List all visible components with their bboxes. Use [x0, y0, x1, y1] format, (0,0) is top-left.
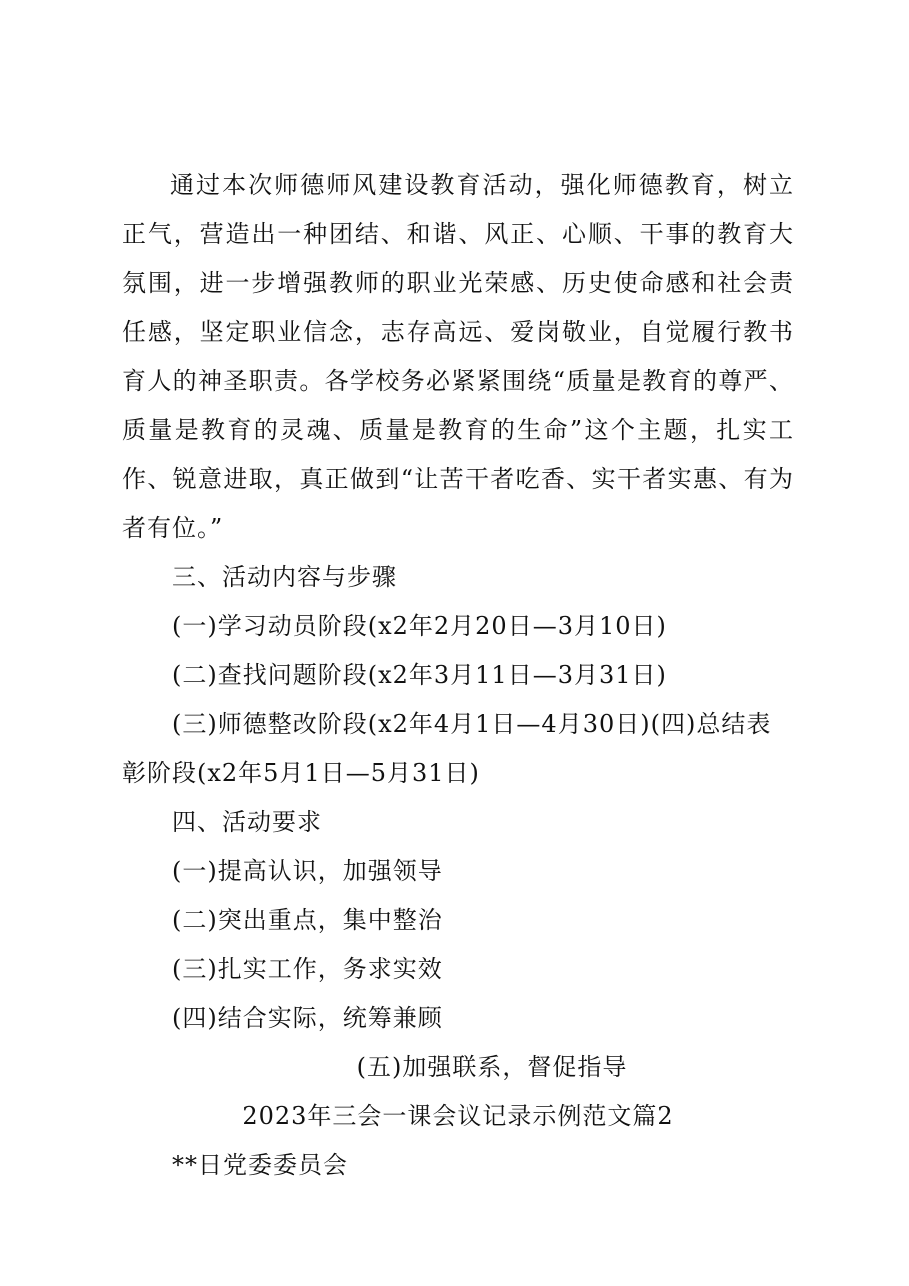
article-title: 2023年三会一课会议记录示例范文篇2 — [242, 1102, 674, 1130]
stage-item-2: (二)查找问题阶段(x2年3月11日—3月31日) — [172, 661, 667, 689]
requirement-item-5: (五)加强联系，督促指导 — [356, 1053, 628, 1081]
document-body — [122, 161, 794, 1190]
stage-item-3-4: (三)师德整改阶段(x2年4月1日—4月30日)(四)总结表彰阶段(x2年5月1日—5月31日) — [122, 710, 772, 787]
requirement-item-1: (一)提高认识，加强领导 — [172, 857, 443, 885]
stage-item-1: (一)学习动员阶段(x2年2月20日—3月10日) — [172, 612, 667, 640]
section-heading-activity-steps: 三、活动内容与步骤 — [172, 563, 397, 591]
body-paragraph: 通过本次师德师风建设教育活动，强化师德教育，树立正气，营造出一种团结、和谐、风正、心顺、干事的教育大氛围，进一步增强教师的职业光荣感、历史使命感和社会责任感，坚定职业信念，志存高远、爱岗敬业，自觉履行教书育人的神圣职责。各学校务必紧紧围绕“质量是教育的尊严、质量是教育的灵魂、质量是教育的生命”这个主题，扎实工作、锐意进取，真正做到“让苦干者吃香、实干者实惠、有为者有位。” — [122, 171, 794, 542]
organization-line: **日党委委员会 — [172, 1151, 348, 1179]
requirement-item-2: (二)突出重点，集中整治 — [172, 906, 443, 934]
requirement-item-4: (四)结合实际，统筹兼顾 — [172, 1004, 443, 1032]
section-heading-requirements: 四、活动要求 — [172, 808, 322, 836]
requirement-item-3: (三)扎实工作，务求实效 — [172, 955, 443, 983]
